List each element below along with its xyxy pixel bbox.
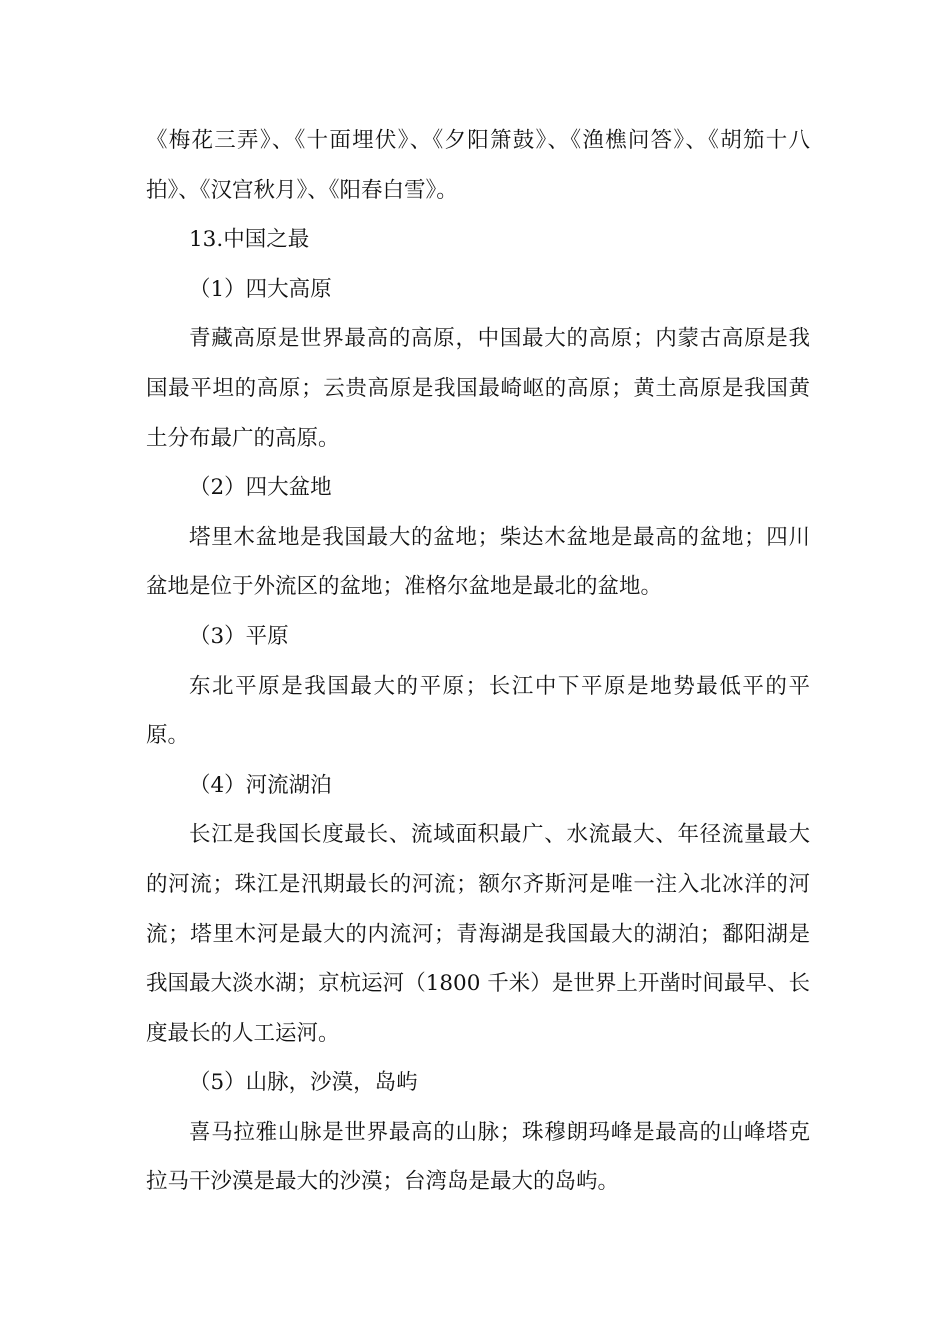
subheading-plateaus: （1）四大高原 [189, 276, 332, 302]
paragraph-plains: 东北平原是我国最大的平原；长江中下平原是地势最低平的平原。 [146, 673, 810, 749]
paragraph-rivers-lakes: 长江是我国长度最长、流域面积最广、水流最大、年径流量最大的河流；珠江是汛期最长的河流；额尔齐斯河是唯一注入北冰洋的河流；塔里木河是最大的内流河；青海湖是我国最大的湖泊；鄱阳湖是我国最大淡水湖；京杭运河（1800 千米）是世界上开凿时间最早、长度最长的人工运河。 [146, 822, 810, 1046]
paragraph-basins: 塔里木盆地是我国最大的盆地；柴达木盆地是最高的盆地；四川盆地是位于外流区的盆地；准格尔盆地是最北的盆地。 [146, 524, 810, 600]
section-heading-china-superlatives: 13.中国之最 [189, 227, 310, 253]
document-body [146, 116, 810, 1207]
paragraph-music-list: 《梅花三弄》、《十面埋伏》、《夕阳箫鼓》、《渔樵问答》、《胡笳十八拍》、《汉宫秋月》、《阳春白雪》。 [146, 128, 810, 203]
paragraph-plateaus: 青藏高原是世界最高的高原，中国最大的高原；内蒙古高原是我国最平坦的高原；云贵高原是我国最崎岖的高原；黄土高原是我国黄土分布最广的高原。 [146, 326, 810, 451]
subheading-plains: （3）平原 [189, 623, 289, 649]
subheading-mountains-deserts-islands: （5）山脉，沙漠，岛屿 [189, 1070, 418, 1096]
paragraph-mountains-deserts-islands: 喜马拉雅山脉是世界最高的山脉；珠穆朗玛峰是最高的山峰塔克拉马干沙漠是最大的沙漠；台湾岛是最大的岛屿。 [146, 1119, 810, 1195]
subheading-basins: （2）四大盆地 [189, 475, 332, 501]
subheading-rivers-lakes: （4）河流湖泊 [189, 772, 332, 798]
